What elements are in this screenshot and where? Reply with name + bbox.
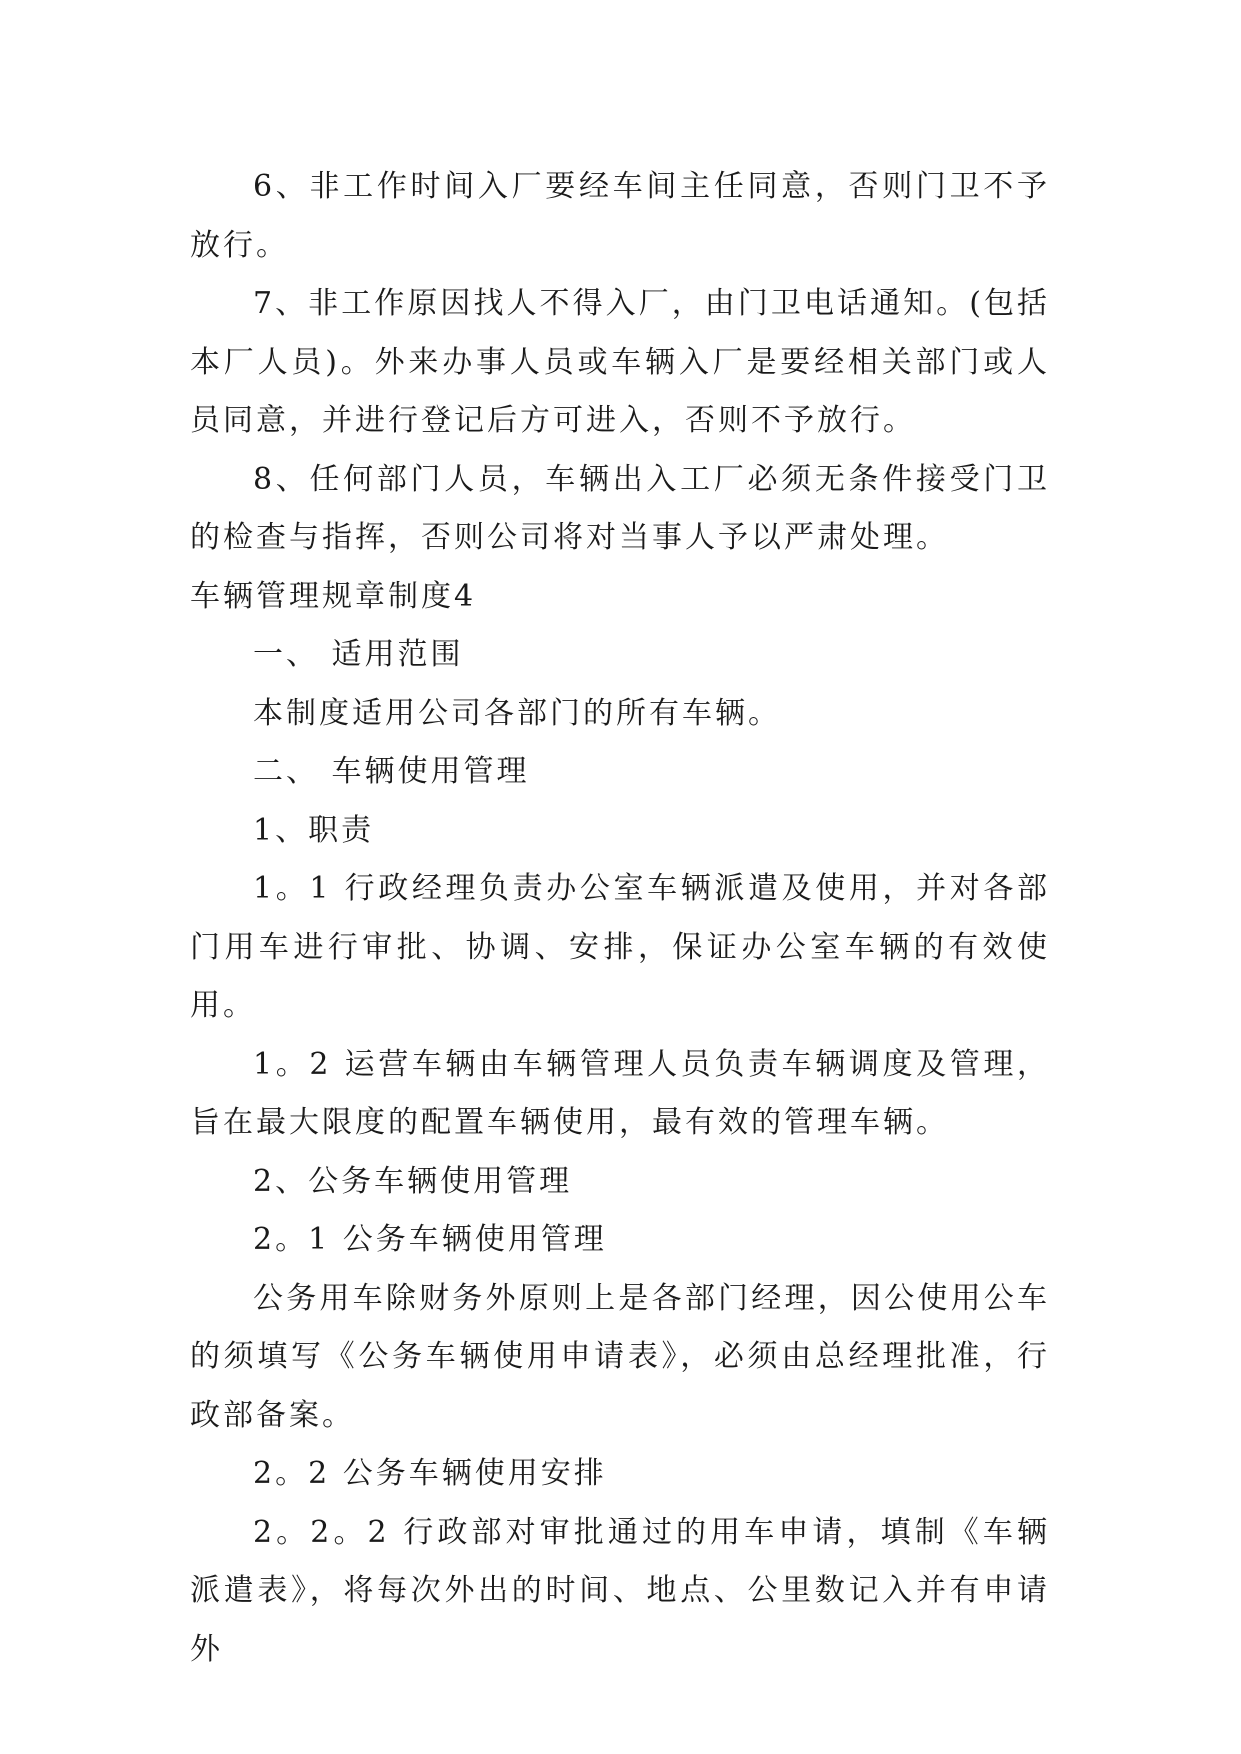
heading-scope: 一、 适用范围 bbox=[253, 637, 464, 672]
paragraph-rule-7: 7、非工作原因找人不得入厂，由门卫电话通知。(包括本厂人员)。外来办事人员或车辆入厂是要经相关部门或人员同意，并进行登记后方可进入，否则不予放行。 bbox=[190, 286, 1050, 438]
paragraph-scope: 本制度适用公司各部门的所有车辆。 bbox=[253, 695, 781, 731]
paragraph-duty-1-1: 1。1 行政经理负责办公室车辆派遣及使用，并对各部门用车进行审批、协调、安排，保证办公室车辆的有效使用。 bbox=[190, 871, 1050, 1023]
paragraph-duty-1-2: 1。2 运营车辆由车辆管理人员负责车辆调度及管理，旨在最大限度的配置车辆使用，最有效的管理车辆。 bbox=[190, 1046, 1050, 1140]
document-page bbox=[190, 158, 1050, 1679]
heading-vehicle-use: 二、 车辆使用管理 bbox=[253, 754, 530, 789]
heading-2-2: 2。2 公务车辆使用安排 bbox=[253, 1456, 607, 1491]
paragraph-rule-6: 6、非工作时间入厂要经车间主任同意，否则门卫不予放行。 bbox=[190, 169, 1050, 263]
paragraph-official-use: 公务用车除财务外原则上是各部门经理，因公使用公车的须填写《公务车辆使用申请表》，必须由总经理批准，行政部备案。 bbox=[190, 1280, 1050, 1433]
heading-2-1: 2。1 公务车辆使用管理 bbox=[253, 1222, 607, 1257]
section-title: 车辆管理规章制度4 bbox=[190, 578, 477, 614]
paragraph-2-2-2: 2。2。2 行政部对审批通过的用车申请，填制《车辆派遣表》，将每次外出的时间、地点、公里数记入并有申请外 bbox=[190, 1514, 1050, 1667]
heading-duties: 1、职责 bbox=[253, 812, 375, 848]
paragraph-rule-8: 8、任何部门人员，车辆出入工厂必须无条件接受门卫的检查与指挥，否则公司将对当事人予以严肃处理。 bbox=[190, 461, 1050, 555]
heading-official-vehicles: 2、公务车辆使用管理 bbox=[253, 1163, 573, 1199]
